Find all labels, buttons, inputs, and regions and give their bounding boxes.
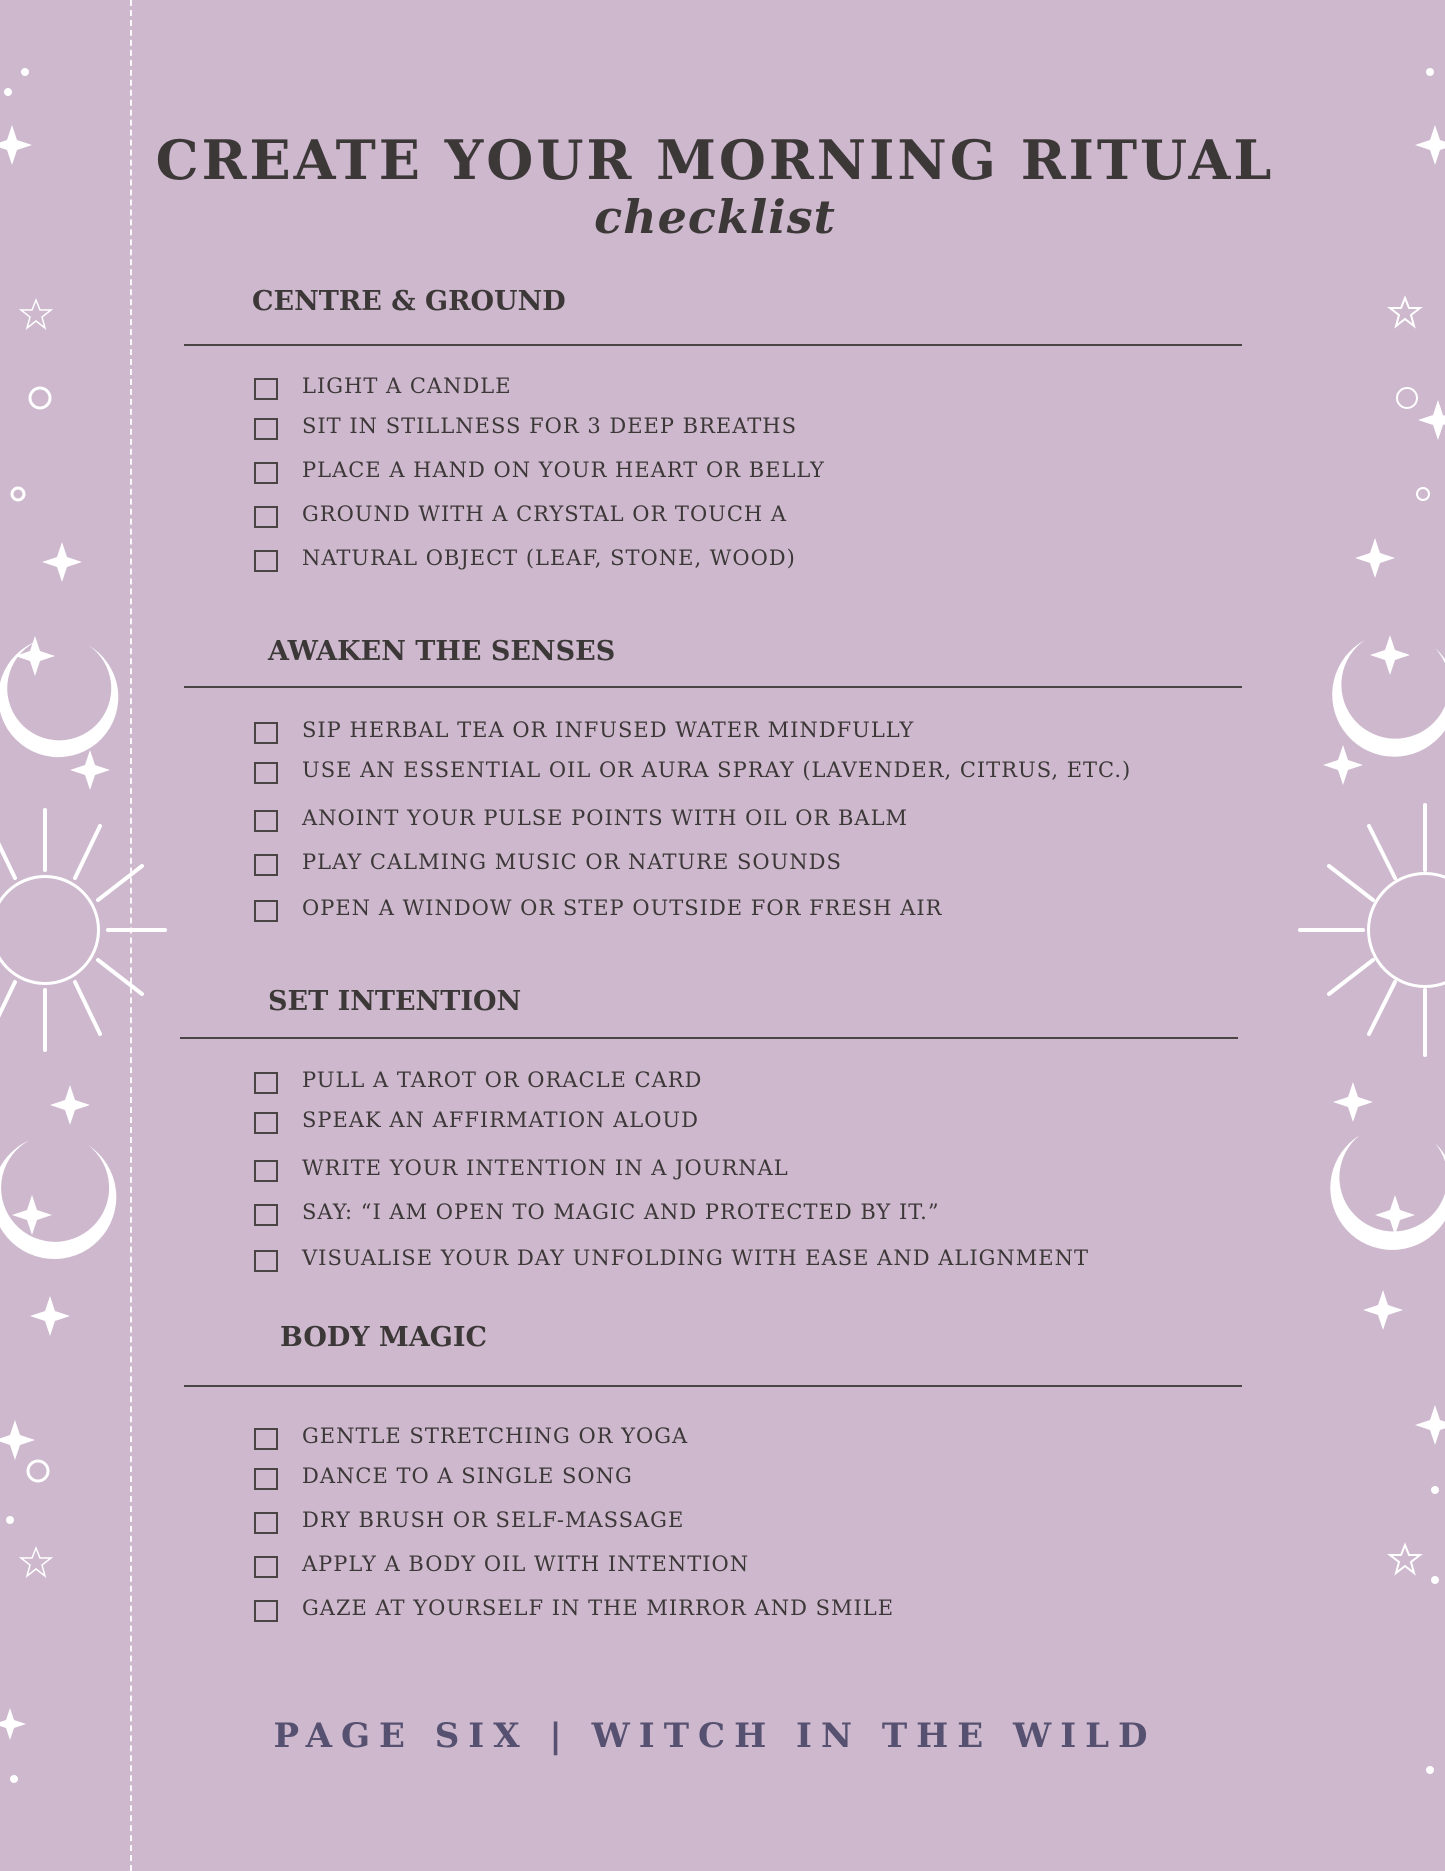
star-outline-icon (1390, 1545, 1420, 1573)
right-celestial-border (1245, 0, 1445, 1871)
checkbox[interactable] (254, 810, 278, 832)
star-outline-icon (1390, 298, 1420, 326)
section-title: BODY MAGIC (280, 1322, 487, 1353)
checkbox[interactable] (254, 900, 278, 922)
checkbox[interactable] (254, 1600, 278, 1622)
sparkle-icon (0, 1420, 35, 1460)
checkbox[interactable] (254, 1160, 278, 1182)
checkbox[interactable] (254, 1556, 278, 1578)
checkbox[interactable] (254, 1468, 278, 1490)
circle-icon (28, 1461, 48, 1481)
item-label: SAY: “I AM OPEN TO MAGIC AND PROTECTED BY IT.” (302, 1200, 940, 1224)
sparkle-icon (1363, 1290, 1403, 1330)
checkbox[interactable] (254, 506, 278, 528)
item-label: PULL A TAROT OR ORACLE CARD (302, 1068, 703, 1092)
item-label: WRITE YOUR INTENTION IN A JOURNAL (302, 1156, 789, 1180)
section-title: CENTRE & GROUND (252, 286, 566, 317)
item-label: SIT IN STILLNESS FOR 3 DEEP BREATHS (302, 414, 797, 438)
sparkle-icon (1415, 1405, 1445, 1445)
checkbox[interactable] (254, 854, 278, 876)
circle-icon (1397, 388, 1417, 408)
page-title: CREATE YOUR MORNING RITUAL (155, 128, 1275, 192)
item-label: DRY BRUSH OR SELF-MASSAGE (302, 1508, 685, 1532)
item-label: OPEN A WINDOW OR STEP OUTSIDE FOR FRESH AIR (302, 896, 943, 920)
checkbox[interactable] (254, 1428, 278, 1450)
checkbox[interactable] (254, 722, 278, 744)
sparkle-icon (30, 1296, 70, 1336)
sparkle-icon (1375, 1195, 1415, 1235)
sparkle-icon (15, 636, 55, 676)
section-divider (184, 344, 1242, 346)
section-divider (180, 1037, 1238, 1039)
item-label: PLAY CALMING MUSIC OR NATURE SOUNDS (302, 850, 842, 874)
checkbox[interactable] (254, 762, 278, 784)
checkbox[interactable] (254, 1512, 278, 1534)
sparkle-icon (70, 750, 110, 790)
item-label: NATURAL OBJECT (LEAF, STONE, WOOD) (302, 546, 796, 570)
checkbox[interactable] (254, 1112, 278, 1134)
sparkle-icon (1418, 400, 1445, 440)
page-subtitle: checklist (594, 190, 836, 244)
section-divider (184, 686, 1242, 688)
checkbox[interactable] (254, 462, 278, 484)
section-title: SET INTENTION (268, 986, 522, 1017)
circle-icon (30, 388, 50, 408)
checkbox[interactable] (254, 1204, 278, 1226)
sparkle-icon (1355, 538, 1395, 578)
checkbox[interactable] (254, 1250, 278, 1272)
checkbox[interactable] (254, 418, 278, 440)
sparkle-icon (1323, 745, 1363, 785)
checkbox[interactable] (254, 1072, 278, 1094)
item-label: LIGHT A CANDLE (302, 374, 512, 398)
item-label: USE AN ESSENTIAL OIL OR AURA SPRAY (LAVENDER, CITRUS, ETC.) (302, 758, 1132, 782)
item-label: GENTLE STRETCHING OR YOGA (302, 1424, 689, 1448)
crescent-moon-icon (0, 640, 118, 757)
item-label: DANCE TO A SINGLE SONG (302, 1464, 633, 1488)
item-label: APPLY A BODY OIL WITH INTENTION (302, 1552, 750, 1576)
item-label: ANOINT YOUR PULSE POINTS WITH OIL OR BALM (302, 806, 909, 830)
star-outline-icon (21, 1548, 51, 1576)
dashed-divider (130, 0, 132, 1871)
star-outline-icon (21, 300, 51, 328)
circle-icon (12, 488, 24, 500)
crescent-moon-icon (1330, 1135, 1445, 1250)
item-label: SPEAK AN AFFIRMATION ALOUD (302, 1108, 699, 1132)
section-title: AWAKEN THE SENSES (268, 636, 616, 667)
left-celestial-border (0, 0, 200, 1871)
checkbox[interactable] (254, 378, 278, 400)
sparkle-icon (1333, 1082, 1373, 1122)
circle-icon (1417, 488, 1429, 500)
item-label: GROUND WITH A CRYSTAL OR TOUCH A (302, 502, 788, 526)
sparkle-icon (42, 542, 82, 582)
sparkle-icon (50, 1085, 90, 1125)
item-label: GAZE AT YOURSELF IN THE MIRROR AND SMILE (302, 1596, 895, 1620)
checkbox[interactable] (254, 550, 278, 572)
item-label: PLACE A HAND ON YOUR HEART OR BELLY (302, 458, 825, 482)
section-divider (184, 1385, 1242, 1387)
crescent-moon-icon (0, 1140, 116, 1259)
item-label: SIP HERBAL TEA OR INFUSED WATER MINDFULLY (302, 718, 915, 742)
page-footer: PAGE SIX | WITCH IN THE WILD (273, 1716, 1157, 1756)
item-label: VISUALISE YOUR DAY UNFOLDING WITH EASE AND ALIGNMENT (302, 1246, 1089, 1270)
sparkle-icon (1370, 635, 1410, 675)
